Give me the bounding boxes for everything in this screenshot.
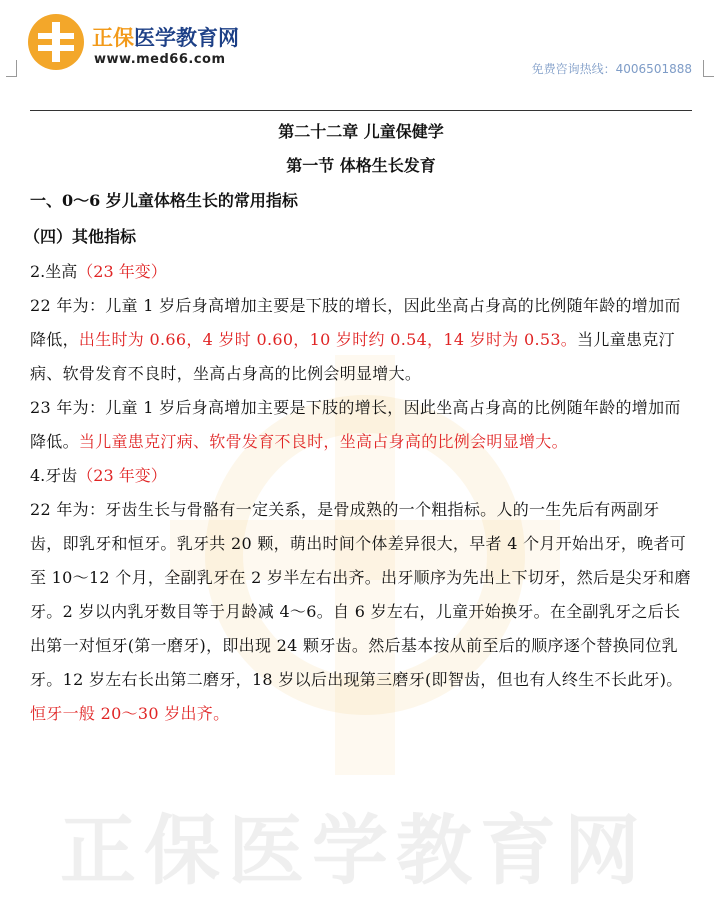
paragraph-text: 当儿童患克汀病、软骨发育不良时，坐高占身高的比例会明显增大。 [30,330,675,383]
hotline-label: 免费咨询热线： [531,62,616,76]
highlighted-text: 当儿童患克汀病、软骨发育不良时，坐高占身高的比例会明显增大。 [78,432,568,451]
paragraph-text: 23 年为：儿童 1 岁后身高增加主要是下肢的增长，因此坐高占身高的比例随年龄的增加而降低。 [30,398,681,451]
logo-brand-orange: 正保 [92,26,134,50]
paragraph-text: 22 年为：牙齿生长与骨骼有一定关系，是骨成熟的一个粗指标。人的一生先后有两副牙齿，即乳牙和恒牙。乳牙共 20 颗，萌出时间个体差异很大，早者 4 个月开始出牙，晚者可至 10～12 个月，全副乳牙在 2 岁半左右出齐。出牙顺序为先出上下切牙，然后是尖牙和磨牙。2 岁以内乳牙数目等于月龄减 4～6。自 6 岁左右，儿童开始换牙。在全副乳牙之后长出第一对恒牙(第一磨牙)，即出现 24 颗牙齿。然后基本按从前至后的顺序逐个替换同位乳牙。12 岁左右长出第二磨牙，18 岁以后出现第三磨牙(即智齿，但也有人终生不长此牙)。 [30,500,691,689]
paragraph-text: 22 年为：儿童 1 岁后身高增加主要是下肢的增长，因此坐高占身高的比例随年龄的增加而降低， [30,296,681,349]
subsection-heading: 一、0～6 岁儿童体格生长的常用指标 [30,191,298,210]
highlighted-text: 恒牙一般 20～30 岁出齐。 [30,704,230,723]
document-body [24,115,692,731]
change-note: （23 年变） [77,262,167,281]
hotline-text [532,60,692,77]
change-note: （23 年变） [77,466,167,485]
crop-mark-left [6,60,17,77]
header-divider [30,110,692,111]
item-title-text: 2.坐高 [30,262,78,281]
logo-icon [28,14,84,70]
item-sitting-height-title [30,255,692,289]
item-teeth-title [30,459,692,493]
crop-mark-right [703,60,714,77]
section-title: 第一节 体格生长发育 [286,156,436,175]
logo-url: www.med66.com [94,52,226,67]
hotline-number: 4006501888 [615,62,692,76]
chapter-title: 第二十二章 儿童保健学 [278,122,444,141]
paragraph-2023-sitting-height [30,391,692,459]
subsection-subheading: （四）其他指标 [24,227,137,246]
watermark-text: 正保医学教育网 [60,806,648,895]
paragraph-2022-teeth [30,493,692,731]
item-title-text: 4.牙齿 [30,466,78,485]
paragraph-2022-sitting-height [30,289,692,391]
page-header [0,0,720,90]
logo-brand-name [92,22,239,52]
logo-brand-blue: 医学教育网 [134,26,239,50]
highlighted-text: 出生时为 0.66，4 岁时 0.60，10 岁时约 0.54，14 岁时为 0.53。 [78,330,578,349]
